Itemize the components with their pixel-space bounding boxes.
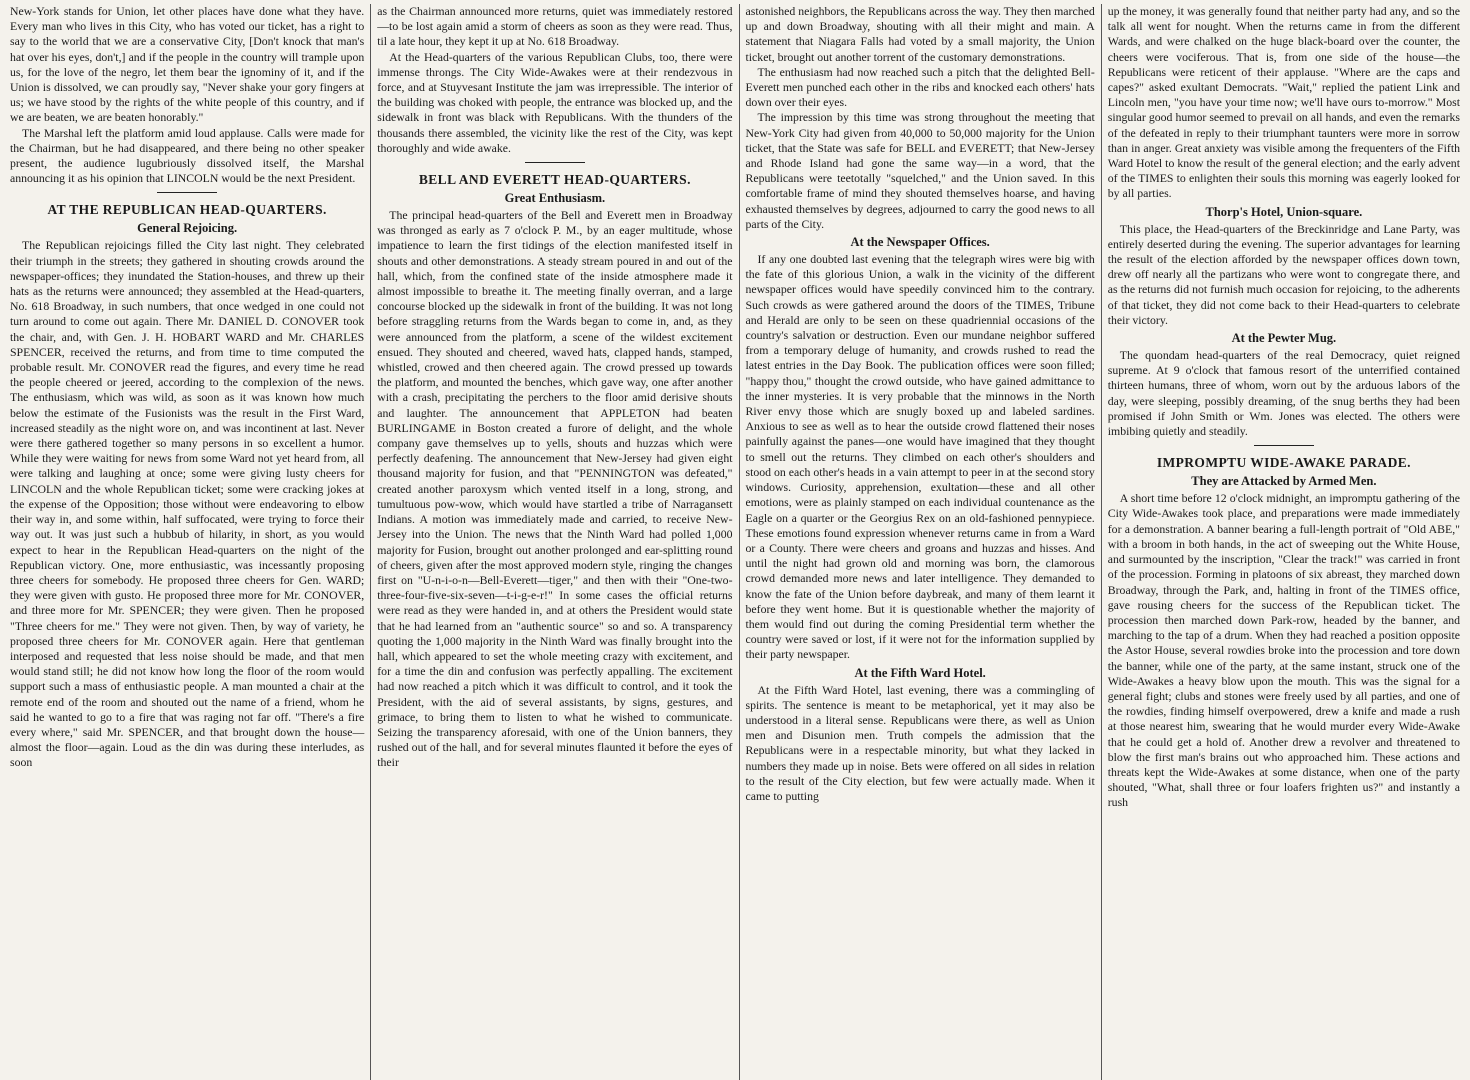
section-heading: AT THE REPUBLICAN HEAD-QUARTERS.	[47, 202, 327, 218]
paragraph: This place, the Head-quarters of the Breckinridge and Lane Party, was entirely deserted during the evening. The superior advantages for learning the result of the election afforded by the newspaper offices down town, drew off nearly all the partizans who were wont to congregate there, and as the returns did not furnish much occasion for rejoicing, to the adherents of that ticket, they did not come back to their Head-quarters to celebrate their victory.	[1107, 221, 1460, 327]
paragraph: The Marshal left the platform amid loud applause. Calls were made for the Chairman, but he had disappeared, and there being no other speaker present, the audience lugubriously dissolved itself, the Marshal announcing it as his opinion that LINCOLN would be the next President.	[10, 125, 365, 186]
paragraph: as the Chairman announced more returns, quiet was immediately restored—to be lost again amid a storm of cheers as soon as they were read. Thus, til a late hour, they kept it up at No. 618 Broadway.	[377, 4, 733, 49]
divider	[525, 162, 585, 163]
section-heading: IMPROMPTU WIDE-AWAKE PARADE.	[1156, 455, 1411, 471]
divider	[1254, 445, 1314, 446]
section-subheading: At the Pewter Mug.	[1231, 331, 1337, 346]
section-subheading: At the Fifth Ward Hotel.	[854, 665, 986, 680]
column-4	[1102, 4, 1466, 1080]
paragraph: The Republican rejoicings filled the City last night. They celebrated their triumph in the streets; they gathered in shouting crowds around the newspaper-offices; they inundated the Station-houses, and threw up their hats as the returns were announced; they assembled at the Head-quarters, No. 618 Broadway, in such numbers, that once wedged in one could not turn around to come out again. There Mr. DANIEL D. CONOVER took the chair, and, with Gen. J. H. HOBART WARD and Mr. CHARLES SPENCER, received the returns, and from time to time computed the probable result. Mr. CONOVER read the figures, and every time he read the people cheered or jeered, according to the complexion of the news. The enthusiasm, which was wild, as soon as it was known how much below the estimate of the Fusionists was the result in the First Ward, increased steadily as the night wore on, and was incontinent at last. Never were there gathered together so many persons in so excellent a humor. While they were waiting for news from some Ward not yet heard from, all were talking and laughing at once; some were giving lusty cheers for LINCOLN and the whole Republican ticket; some were cracking jokes at the expense of the Opposition; those without were endeavoring to elbow their way in, and some within, half suffocated, were trying to force their way out. It was just such a hubbub of hilarity, in short, as you would expect to hear in the Republican Head-quarters on the night of the Republican victory. One, more enthusiastic, was incessantly proposing three cheers for somebody. He proposed three cheers for Gen. WARD; they were given with gusto. He proposed three more for Mr. CONOVER, and three more for Mr. SPENCER; they were given. Then he proposed "Three cheers for me." They were not given. Then, by way of variety, he proposed three cheers for Mr. CONOVER again. Here that gentleman interposed and requested that less noise should be made, and that men would stand still; he did not know how long the floor of the room would support such a mass of enthusiastic people. A man mounted a chair at the remote end of the room and shouted out the name of a friend, whom he said he wanted to go to a fire that was raging not far off. "There's a fire every where," said Mr. SPENCER, and that brought down the house—almost the floor—again. Loud as the din was during these interludes, as soon	[10, 238, 365, 770]
column-2	[371, 4, 738, 1080]
paragraph: The impression by this time was strong throughout the meeting that New-York City had given from 40,000 to 50,000 majority for the Union ticket, that the State was safe for BELL and EVERETT; that New-Jersey and Rhode Island had gone the same way—in a word, that the Republicans were teetotally "squelched," and the Union saved. In this comfortable frame of mind they shouted themselves hoarse, and having exhausted themselves by degrees, adjourned to carry the good news to all parts of the City.	[745, 110, 1095, 231]
paragraph: At the Head-quarters of the various Republican Clubs, too, there were immense throngs. The City Wide-Awakes were at their rendezvous in force, and at Stuyvesant Institute the jam was irrepressible. The interior of the building was choked with people, the entrance was blocked up, and the sidewalk in front was black with Republicans. With the thunders of the thousands there assembled, the vicinity like the rest of the City, was kept thoroughly and wide awake.	[377, 49, 733, 155]
column-1	[4, 4, 370, 1080]
section-heading: BELL AND EVERETT HEAD-QUARTERS.	[418, 172, 691, 188]
section-subheading: Great Enthusiasm.	[504, 191, 606, 206]
section-subheading: Thorp's Hotel, Union-square.	[1205, 204, 1363, 219]
paragraph: New-York stands for Union, let other places have done what they have. Every man who lives in this City, who has voted our ticket, has a right to say to the world that we are a conservative City, [Don't knock that man's hat over his eyes, don't,] and if the people in the country will trample upon us, for the love of the negro, let them bear the ignominy of it, and if the Union is dissolved, we can proudly say, "Never shake your gory fingers at us; we have stood by the rights of the white people of this country, and if we are beaten, we are beaten honorably."	[10, 4, 365, 125]
divider	[157, 192, 217, 193]
paragraph: The principal head-quarters of the Bell and Everett men in Broadway was thronged as early as 7 o'clock P. M., by an eager multitude, whose impatience to learn the first tidings of the election manifested itself in shouts and other demonstrations. A steady stream poured in and out of the hall, which, from the confined state of the inside atmosphere made it almost impossible to breathe it. The meeting finally overran, and a large concourse blocked up the sidewalk in front of the building. It was not long before straggling returns from the Wards began to come in, and, as they were announced from the platform, a scene of the wildest excitement ensued. They shouted and cheered, waved hats, clapped hands, stamped, whistled, crowed and then cheered again. The crowd pressed up towards the platform, and mounted the benches, which gave way, one after another with a crash, precipitating the perchers to the floor amid derisive shouts and laughter. The announcement that APPLETON had beaten BURLINGAME in Boston created a furore of delight, and the whole company gave themselves up to yells, shouts and huzzas which were perfectly deafening. The announcement that New-Jersey had given eight thousand majority for fusion, and that "PENNINGTON was defeated," created another paroxysm which vented itself in a long, strong, and tumultuous pow-wow, which would have startled a tribe of Narragansett Indians. A motion was immediately made and carried, to receive New-Jersey into the Union. The news that the Ninth Ward had polled 1,000 majority for Fusion, brought out another prolonged and ear-splitting round of cheers, given after the most approved modern style, ringing the changes first on "U-n-i-o-n—Bell-Everett—tiger," and then with their "One-two-three-four-five-six-seven—t-i-g-e-r!" In some cases the official returns were read as they were handed in, and at others the President would state that he had learned from an "authentic source" so and so. A transparency quoting the 1,000 majority in the Ninth Ward was finally brought into the hall, which appeared to set the whole meeting crazy with excitement, and for a time the din and confusion was perfectly appalling. The excitement had now reached a pitch which it was difficult to control, and it took the President, with the aid of several assistants, by signs, gestures, and grimace, to bring them to listen to what he wished to communicate. Seizing the transparency aforesaid, with one of the Union banners, they rushed out of the hall, and for several minutes flaunted it before the eyes of their	[377, 208, 733, 770]
section-subheading: General Rejoicing.	[137, 221, 238, 236]
paragraph: The quondam head-quarters of the real Democracy, quiet reigned supreme. At 9 o'clock that famous resort of the unterrified contained thirteen humans, three of whom, worn out by the arduous labors of the day, were sleeping, possibly dreaming, of the snug berths they had been promised if John Smith or Wm. Jones was elected. The others were imbibing quietly and steadily.	[1107, 348, 1460, 439]
column-3	[740, 4, 1101, 1080]
paragraph: The enthusiasm had now reached such a pitch that the delighted Bell-Everett men punched each other in the ribs and knocked each others' hats down over their eyes.	[745, 64, 1095, 110]
paragraph: up the money, it was generally found that neither party had any, and so the talk all went for nought. When the returns came in from the different Wards, and were chalked on the huge black-board over the counter, the cheers were vociferous. That is, from one side of the house—the Republicans were reticent of their applause. "Where are the caps and capes?" asked exultant Democrats. "Wait," replied the patient Link and Lincoln men, "you have your time now; we'll have ours to-morrow." Most singular good humor seemed to prevail on all hands, and even the remarks of the defeated in reply to their triumphant taunters were more in sorrow than in anger. Great anxiety was visible among the frequenters of the Fifth Ward Hotel to know the result of the general election; and the early advent of the TIMES to enlighten their souls this morning was eagerly looked for by all parties.	[1107, 4, 1460, 201]
paragraph: At the Fifth Ward Hotel, last evening, there was a commingling of spirits. The sentence is meant to be metaphorical, yet it may also be understood in a literal sense. Republicans were there, as well as Union men and Disunion men. Truth compels the admission that the Republicans were in a respectable minority, but what they lacked in numbers they made up in noise. Bets were offered on all sides in relation to the result of the City election, but few were actually made. When it came to putting	[745, 682, 1095, 803]
section-subheading: At the Newspaper Offices.	[850, 235, 990, 250]
paragraph: A short time before 12 o'clock midnight, an impromptu gathering of the City Wide-Awakes took place, and preparations were made immediately for a demonstration. A banner bearing a full-length portrait of "Old ABE," with a broom in both hands, in the act of sweeping out the White House, and surmounted by the inscription, "Clear the track!" was carried in front of the procession. Forming in platoons of six abreast, they marched down Broadway, through the Park, and, halting in front of the TIMES office, gave rousing cheers for the success of the Republican ticket. The procession then marched down Park-row, headed by the banner, and marching to the tap of a drum. When they had reached a position opposite the Astor House, several rowdies broke into the procession and tore down the banner, while one of the party, at the same instant, struck one of the Wide-Awakes a heavy blow upon the mouth. This was the signal for a general fight; clubs and stones were freely used by all parties, and one of the rowdies, finding himself overpowered, drew a knife and made a rush at those nearest him, swearing that he would murder every Wide-Awake that he could get a hold of. Another drew a revolver and threatened to blow the first man's brains out who approached him. These actions and threats kept the Wide-Awakes at some distance, when one of the party shouted, "What, shall three or four loafers frighten us?" and instantly a rush	[1107, 491, 1460, 810]
paragraph: astonished neighbors, the Republicans across the way. They then marched up and down Broadway, shouting with all their might and main. A statement that Niagara Falls had voted by a small majority, the Union ticket, brought out another torrent of the customary demonstrations.	[745, 4, 1095, 64]
section-subheading: They are Attacked by Armed Men.	[1191, 474, 1377, 489]
paragraph: If any one doubted last evening that the telegraph wires were big with the fate of this glorious Union, a walk in the vicinity of the different newspaper offices would have speedily convinced him to the contrary. Such crowds as were gathered around the doors of the TIMES, Tribune and Herald are only to be seen on these quadriennial occasions of the country's salvation or destruction. Even our mundane neighbor suffered from a temporary deluge of humanity, and crowds rushed to read the latest entries in the Day Book. The publication offices were soon filled; "happy thou," thought the crowd outside, who have gained admittance to the inner mysteries. It is very probable that the minnows in the North River envy those which are snugly boxed up and labeled sardines. Anxious to see as well as to hear the outside crowd flattened their noses painfully against the panes—one would have imagined that they thought to smell out the returns. They climbed on each other's shoulders and stood on each other's heads in a vain attempt to peer in at the second story windows. Curiosity, apprehension, exultation—these and all other emotions, were as plainly stamped on each individual countenance as the Eagle on a quarter or the Georgius Rex on an old-fashioned pennypiece. These emotions found expression whenever returns came in from a Ward or a County. There were cheers and groans and huzzas and hisses. And until the night had grown old and morning was born, the clamorous crowd demanded more news and later intelligence. They demanded to know the fate of the Union before daybreak, and many of them learnt it before they went home. But it is questionable whether the majority of them would find out during the coming Presidential term whether the country were saved or lost, if it were not for the information supplied by their party newspaper.	[745, 252, 1095, 662]
